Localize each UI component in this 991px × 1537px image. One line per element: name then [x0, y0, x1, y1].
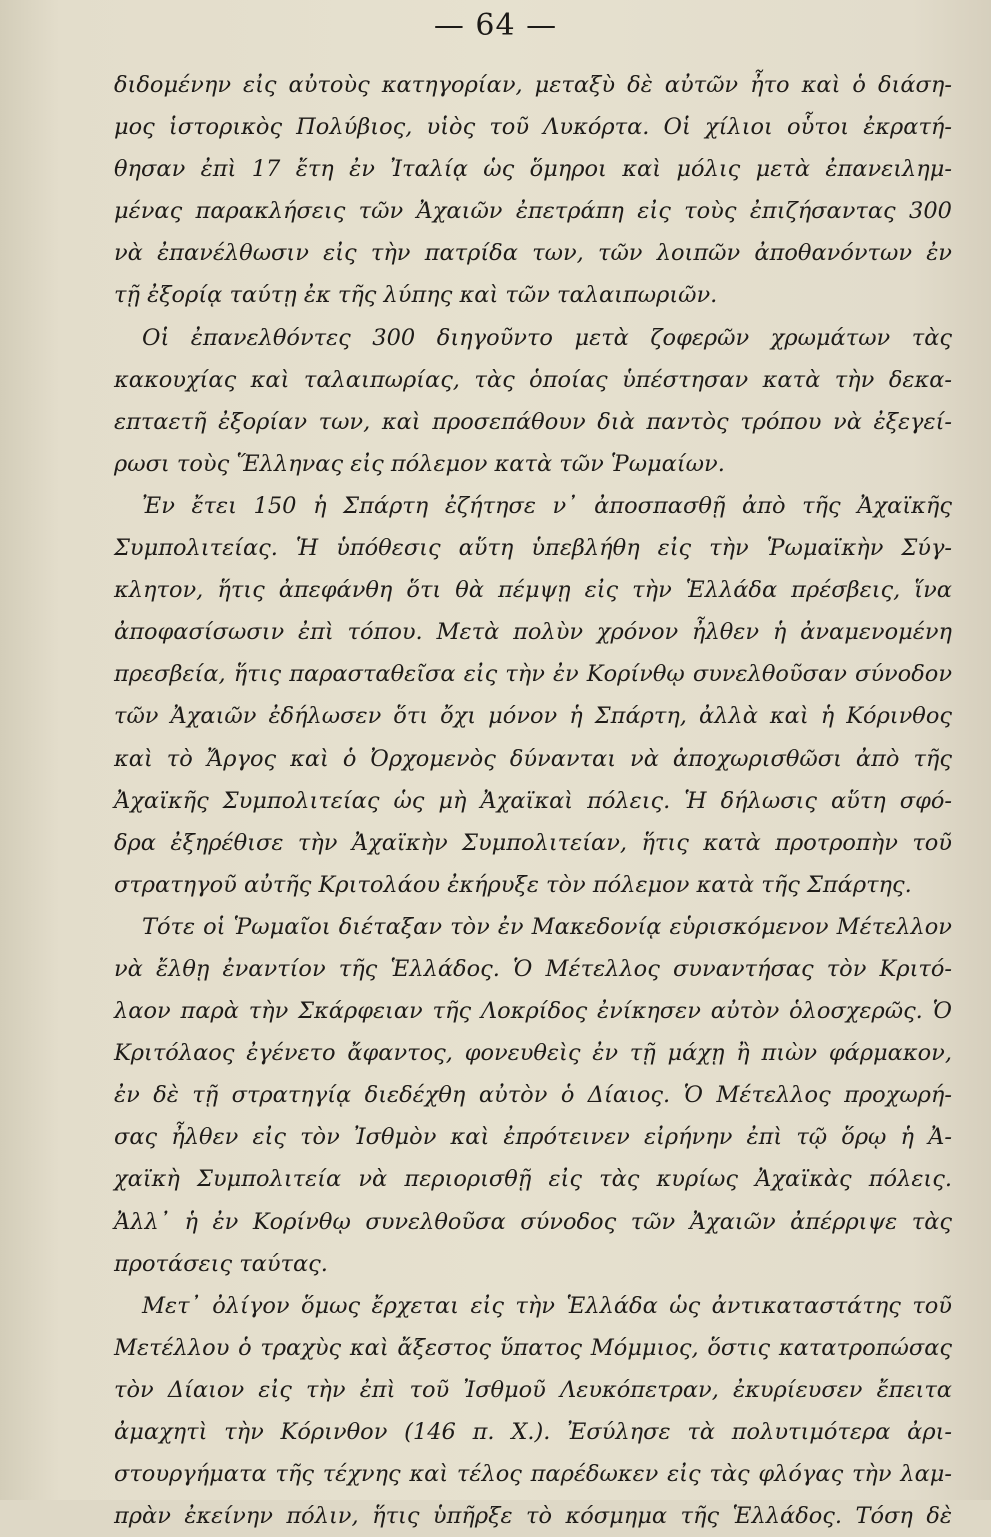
text-line: στουργήματα τῆς τέχνης καὶ τέλος παρέδωκεν εἰς τὰς φλόγας τὴν λαμ-: [114, 1461, 952, 1488]
text-line: νὰ ἐπανέλθωσιν εἰς τὴν πατρίδα των, τῶν λοιπῶν ἀποθανόντων ἐν: [114, 240, 952, 267]
text-line: Μετ᾽ ὀλίγον ὅμως ἔρχεται εἰς τὴν Ἑλλάδα ὡς ἀντικαταστάτης τοῦ: [142, 1292, 952, 1319]
text-line: δρα ἐξηρέθισε τὴν Ἀχαϊκὴν Συμπολιτείαν, ἥτις κατὰ προτροπὴν τοῦ: [114, 829, 952, 856]
text-line: κακουχίας καὶ ταλαιπωρίας, τὰς ὁποίας ὑπέστησαν κατὰ τὴν δεκα-: [114, 366, 952, 393]
text-line: θησαν ἐπὶ 17 ἔτη ἐν Ἰταλίᾳ ὡς ὅμηροι καὶ μόλις μετὰ ἐπανειλημ-: [114, 156, 952, 183]
text-line: επταετῆ ἐξορίαν των, καὶ προσεπάθουν διὰ παντὸς τρόπου νὰ ἐξεγεί-: [114, 408, 952, 435]
text-line: Ἀχαϊκῆς Συμπολιτείας ὡς μὴ Ἀχαϊκαὶ πόλεις. Ἡ δήλωσις αὕτη σφό-: [114, 787, 952, 814]
text-line: μος ἱστορικὸς Πολύβιος, υἱὸς τοῦ Λυκόρτα. Οἱ χίλιοι οὗτοι ἐκρατή-: [114, 114, 952, 141]
text-line: Ἐν ἔτει 150 ἡ Σπάρτη ἐζήτησε ν᾽ ἀποσπασθῇ ἀπὸ τῆς Ἀχαϊκῆς: [142, 492, 952, 519]
text-line: προτάσεις ταύτας.: [114, 1250, 328, 1277]
text-line: τῶν Ἀχαιῶν ἐδήλωσεν ὅτι ὄχι μόνον ἡ Σπάρτη, ἀλλὰ καὶ ἡ Κόρινθος: [114, 703, 952, 730]
text-line: ἀμαχητὶ τὴν Κόρινθον (146 π. Χ.). Ἐσύλησε τὰ πολυτιμότερα ἀρι-: [114, 1419, 952, 1445]
text-line: ἐν δὲ τῇ στρατηγίᾳ διεδέχθη αὐτὸν ὁ Δίαιος. Ὁ Μέτελλος προχωρή-: [114, 1082, 952, 1109]
body-text: [114, 64, 952, 1537]
text-line: Οἱ ἐπανελθόντες 300 διηγοῦντο μετὰ ζοφερῶν χρωμάτων τὰς: [142, 324, 952, 351]
text-line: νὰ ἔλθῃ ἐναντίον τῆς Ἑλλάδος. Ὁ Μέτελλος συναντήσας τὸν Κριτό-: [114, 955, 952, 982]
page-number: — 64 —: [433, 8, 558, 43]
text-line: ρωσι τοὺς Ἕλληνας εἰς πόλεμον κατὰ τῶν Ῥωμαίων.: [114, 450, 725, 477]
text-line: κλητον, ἥτις ἀπεφάνθη ὅτι θὰ πέμψῃ εἰς τὴν Ἑλλάδα πρέσβεις, ἵνα: [114, 577, 952, 604]
text-line: πρεσβεία, ἥτις παρασταθεῖσα εἰς τὴν ἐν Κορίνθῳ συνελθοῦσαν σύνοδον: [114, 661, 952, 688]
text-line: Συμπολιτείας. Ἡ ὑπόθεσις αὕτη ὑπεβλήθη εἰς τὴν Ῥωμαϊκὴν Σύγ-: [114, 535, 952, 562]
text-line: μένας παρακλήσεις τῶν Ἀχαιῶν ἐπετράπη εἰς τοὺς ἐπιζήσαντας 300: [114, 198, 952, 225]
text-line: διδομένην εἰς αὐτοὺς κατηγορίαν, μεταξὺ δὲ αὐτῶν ἦτο καὶ ὁ διάση-: [114, 72, 952, 98]
text-line: λαον παρὰ τὴν Σκάρφειαν τῆς Λοκρίδος ἐνίκησεν αὐτὸν ὁλοσχερῶς. Ὁ: [114, 998, 952, 1025]
text-line: τῇ ἐξορίᾳ ταύτῃ ἐκ τῆς λύπης καὶ τῶν ταλαιπωριῶν.: [114, 282, 718, 309]
text-line: ἀποφασίσωσιν ἐπὶ τόπου. Μετὰ πολὺν χρόνον ἦλθεν ἡ ἀναμενομένη: [114, 619, 952, 646]
text-line: Μετέλλου ὁ τραχὺς καὶ ἄξεστος ὕπατος Μόμμιος, ὅστις κατατροπώσας: [114, 1334, 952, 1361]
text-line: τὸν Δίαιον εἰς τὴν ἐπὶ τοῦ Ἰσθμοῦ Λευκόπετραν, ἐκυρίευσεν ἔπειτα: [114, 1376, 952, 1403]
text-line: στρατηγοῦ αὐτῆς Κριτολάου ἐκήρυξε τὸν πόλεμον κατὰ τῆς Σπάρτης.: [114, 871, 912, 898]
text-line: καὶ τὸ Ἄργος καὶ ὁ Ὀρχομενὸς δύνανται νὰ ἀποχωρισθῶσι ἀπὸ τῆς: [114, 745, 952, 772]
text-line: σας ἦλθεν εἰς τὸν Ἰσθμὸν καὶ ἐπρότεινεν εἰρήνην ἐπὶ τῷ ὅρῳ ἡ Ἀ-: [114, 1124, 952, 1151]
text-line: Κριτόλαος ἐγένετο ἄφαντος, φονευθεὶς ἐν τῇ μάχῃ ἢ πιὼν φάρμακον,: [114, 1040, 952, 1067]
text-line: χαϊκὴ Συμπολιτεία νὰ περιορισθῇ εἰς τὰς κυρίως Ἀχαϊκὰς πόλεις.: [114, 1166, 952, 1193]
text-line: Τότε οἱ Ῥωμαῖοι διέταξαν τὸν ἐν Μακεδονίᾳ εὑρισκόμενον Μέτελλον: [142, 913, 952, 940]
text-line: πρὰν ἐκείνην πόλιν, ἥτις ὑπῆρξε τὸ κόσμημα τῆς Ἑλλάδος. Τόση δὲ: [114, 1503, 952, 1530]
text-line: Ἀλλ᾽ ἡ ἐν Κορίνθῳ συνελθοῦσα σύνοδος τῶν Ἀχαιῶν ἀπέρριψε τὰς: [114, 1208, 952, 1235]
